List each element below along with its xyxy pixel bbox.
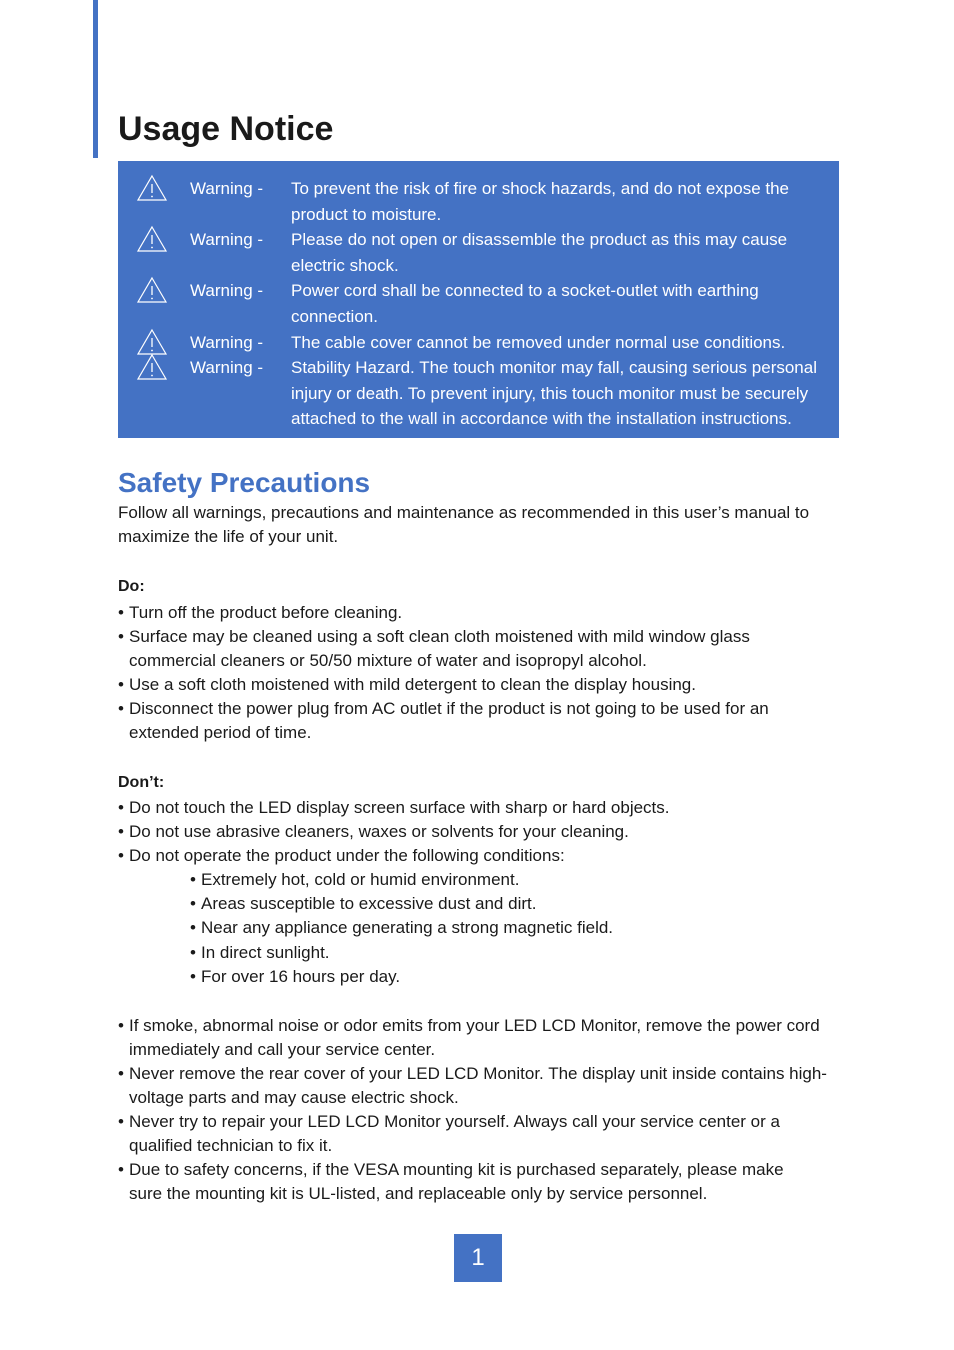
do-list: [118, 601, 838, 745]
list-item-text: Surface may be cleaned using a soft clean cloth moistened with mild window glass commercial cleaners or 50/50 mixture of water and isopropyl alcohol.: [129, 627, 750, 670]
list-item: [118, 1014, 838, 1062]
bullet: •: [190, 894, 196, 914]
bullet: •: [118, 699, 124, 718]
warning-triangle-icon: [136, 174, 168, 202]
list-item: [190, 916, 790, 940]
section-title: Safety Precautions: [118, 467, 371, 498]
bullet: •: [118, 1064, 124, 1083]
list-item-text: Extremely hot, cold or humid environment.: [201, 870, 520, 889]
warning-text: Stability Hazard. The touch monitor may fall, causing serious personal injury or death. To prevent injury, this touch monitor must be securely attached to the wall in accordance with the installation instructions.: [291, 358, 817, 428]
intro-paragraph: Follow all warnings, precautions and maintenance as recommended in this user’s manual to maximize the life of your unit.: [118, 503, 810, 546]
warning-text: The cable cover cannot be removed under normal use conditions.: [291, 333, 786, 352]
list-item-text: Use a soft cloth moistened with mild detergent to clean the display housing.: [129, 675, 696, 694]
warning-label: Warning -: [190, 281, 264, 300]
extra-list: [118, 1014, 838, 1206]
bullet: •: [118, 798, 124, 817]
list-item: [118, 796, 838, 820]
warning-triangle-icon: [136, 276, 168, 304]
bullet: •: [118, 1112, 124, 1131]
list-item-text: Turn off the product before cleaning.: [129, 603, 403, 622]
list-item-text: Due to safety concerns, if the VESA mounting kit is purchased separately, please make sure the mounting kit is UL-listed, and replaceable only by service personnel.: [129, 1160, 784, 1203]
warning-triangle-icon: [136, 353, 168, 381]
bullet: •: [118, 846, 124, 865]
dont-heading: Don’t:: [118, 774, 165, 791]
list-item: [118, 601, 838, 625]
page-number: 1: [454, 1234, 502, 1282]
bullet: •: [190, 870, 196, 889]
warning-triangle-icon: [136, 225, 168, 253]
list-item-text: Disconnect the power plug from AC outlet if the product is not going to be used for an extended period of time.: [129, 699, 769, 742]
bullet: •: [118, 1016, 124, 1035]
warning-label: Warning -: [190, 358, 264, 377]
list-item: [118, 673, 838, 697]
dont-list: [118, 796, 838, 868]
warning-box: [118, 161, 839, 438]
list-item-text: Areas susceptible to excessive dust and dirt.: [201, 894, 537, 914]
list-item: [118, 1110, 838, 1158]
bullet: •: [118, 603, 124, 622]
list-item-text: Do not touch the LED display screen surface with sharp or hard objects.: [129, 798, 670, 817]
bullet: •: [190, 942, 196, 962]
do-heading: Do:: [118, 578, 145, 595]
warning-text: Please do not open or disassemble the product as this may cause electric shock.: [291, 230, 788, 275]
list-item-text: Near any appliance generating a strong magnetic field.: [201, 918, 614, 938]
warning-label: Warning -: [190, 179, 264, 198]
warning-text: Power cord shall be connected to a socket-outlet with earthing connection.: [291, 281, 759, 326]
list-item: [190, 965, 790, 989]
list-item: [118, 820, 838, 844]
warning-label: Warning -: [190, 230, 264, 249]
list-item: [190, 892, 790, 916]
list-item: [190, 941, 790, 965]
list-item-text: If smoke, abnormal noise or odor emits from your LED LCD Monitor, remove the power cord immediately and call your service center.: [129, 1016, 820, 1059]
list-item: [118, 625, 838, 673]
bullet: •: [118, 822, 124, 841]
page-title: Usage Notice: [118, 110, 334, 148]
list-item-text: In direct sunlight.: [201, 942, 330, 962]
list-item: [190, 868, 790, 892]
list-item: [118, 697, 838, 745]
bullet: •: [190, 966, 196, 986]
list-item: [118, 1158, 838, 1206]
warning-triangle-icon: [136, 328, 168, 356]
list-item-text: Never try to repair your LED LCD Monitor yourself. Always call your service center or a qualified technician to fix it.: [129, 1112, 780, 1155]
list-item: [118, 1062, 838, 1110]
warning-text: To prevent the risk of fire or shock hazards, and do not expose the product to moisture.: [291, 179, 790, 224]
accent-bar: [93, 0, 98, 158]
warning-label: Warning -: [190, 333, 264, 352]
list-item-text: Do not use abrasive cleaners, waxes or solvents for your cleaning.: [129, 822, 629, 841]
list-item-text: Do not operate the product under the following conditions:: [129, 846, 565, 865]
conditions-list: [190, 868, 790, 989]
bullet: •: [118, 675, 124, 694]
bullet: •: [118, 1160, 124, 1179]
bullet: •: [190, 918, 196, 938]
list-item-text: Never remove the rear cover of your LED LCD Monitor. The display unit inside contains high-voltage parts and may cause electric shock.: [129, 1064, 827, 1107]
list-item: [118, 844, 838, 868]
bullet: •: [118, 627, 124, 646]
list-item-text: For over 16 hours per day.: [201, 966, 401, 986]
